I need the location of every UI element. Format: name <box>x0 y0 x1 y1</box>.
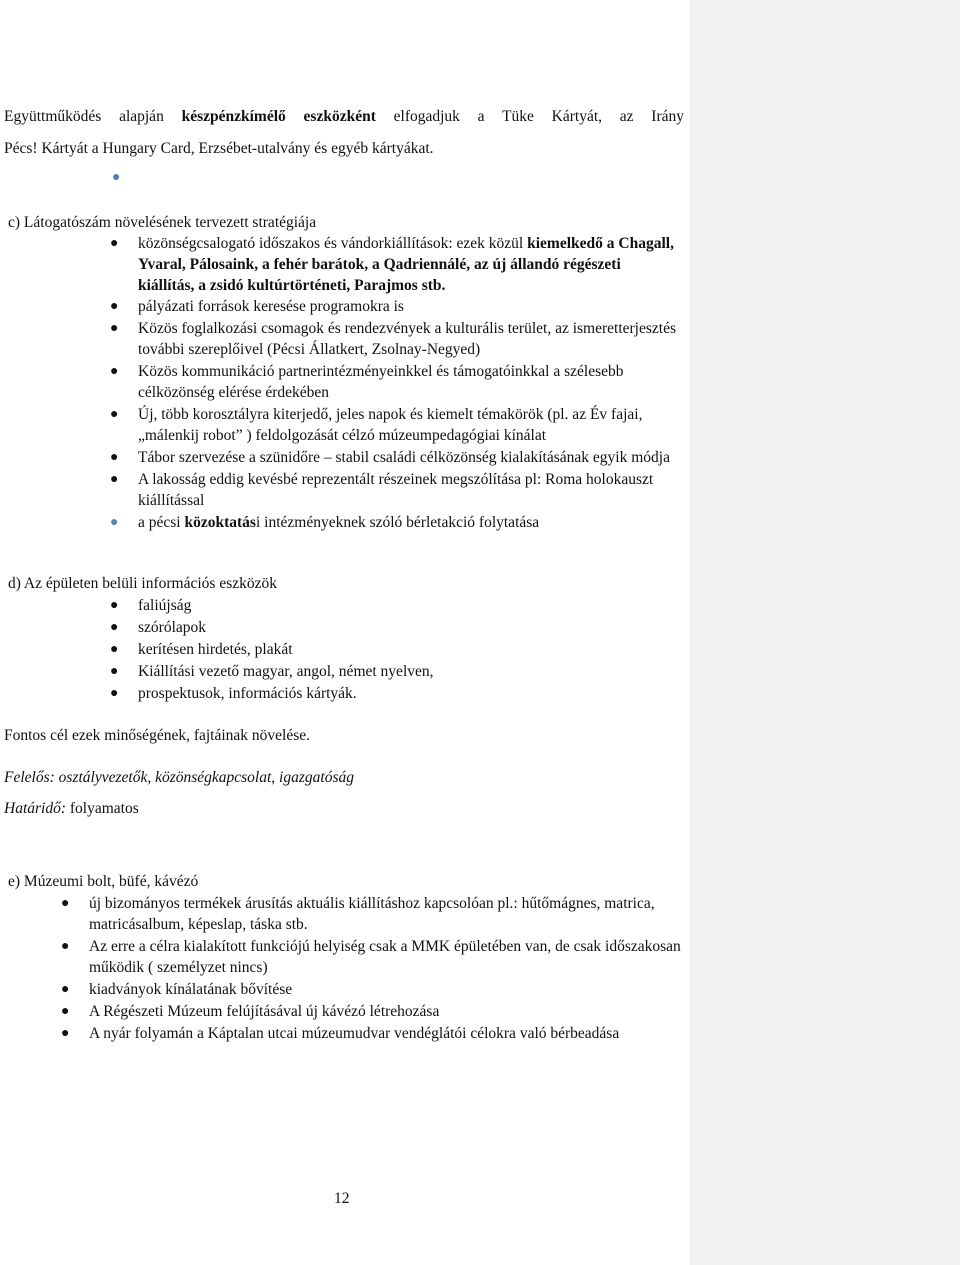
list-item: ● prospektusok, információs kártyák. <box>138 683 678 705</box>
section-e-heading: e) Múzeumi bolt, büfé, kávézó <box>8 873 199 890</box>
intro-line-2: Pécs! Kártyát a Hungary Card, Erzsébet-utalvány és egyéb kártyákat. <box>4 140 434 157</box>
intro-text: Együttműködés alapján <box>4 108 182 125</box>
list-item: ● faliújság <box>138 595 678 617</box>
bullet-icon: ● <box>110 450 119 465</box>
section-d-list <box>110 595 678 705</box>
list-item: ● a pécsi közoktatási intézményeknek szóló bérletakció folytatása <box>110 514 540 531</box>
goal-text: Fontos cél ezek minőségének, fajtáinak növelése. <box>4 727 311 744</box>
list-item: ● Közös kommunikáció partnerintézményeinkkel és támogatóinkkal a szélesebb célközönség elérése érdekében <box>110 363 624 401</box>
bullet-icon: ● <box>110 598 119 613</box>
intro-rest: elfogadjuk a Tüke Kártyát, az Irány <box>375 108 685 125</box>
list-item: ● új bizományos termékek árusítás aktuális kiállításhoz kapcsolóan pl.: hűtőmágnes, matrica, matricásalbum, képeslap, táska stb. <box>61 895 655 933</box>
deadline-label: Határidő: <box>4 800 66 817</box>
list-item: ● közönségcsalogató időszakos és vándorkiállítások: ezek közül kiemelkedő a Chagall, Yvaral, Pálosaink, a fehér barátok, a Qadriennálé, az új állandó régészeti kiállítás, a zsidó kultúrtörténeti, Parajmos stb. <box>110 235 674 294</box>
bullet-icon: ● <box>61 896 70 911</box>
bullet-icon: ● <box>110 407 119 422</box>
list-item: ● Közös foglalkozási csomagok és rendezvények a kulturális terület, az ismeretterjesztés további szereplőivel (Pécsi Állatkert, Zsolnay-Negyed) <box>110 320 676 358</box>
bullet-icon: ● <box>110 364 119 379</box>
list-item: ● Kiállítási vezető magyar, angol, német nyelven, <box>138 661 678 683</box>
list-item: ● szórólapok <box>138 617 678 639</box>
list-item: ● A lakosság eddig kevésbé reprezentált részeinek megszólítása pl: Roma holokauszt kiállítással <box>110 471 654 509</box>
bullet-icon: ● <box>110 321 119 336</box>
section-e-list <box>61 893 684 1044</box>
list-item: ● kiadványok kínálatának bővítése <box>61 981 293 998</box>
list-item: ● Új, több korosztályra kiterjedő, jeles napok és kiemelt témakörök (pl. az Év fajai, „málenkij robot” ) feldolgozását célzó múzeumpedagógiai kínálat <box>110 406 643 444</box>
bullet-icon: ● <box>110 664 119 679</box>
bullet-icon: ● <box>110 299 119 314</box>
section-c-heading: c) Látogatószám növelésének tervezett stratégiája <box>8 214 317 231</box>
bullet-icon: ● <box>110 236 119 251</box>
list-item: ● pályázati források keresése programokra is <box>110 298 404 315</box>
list-item: ● A nyár folyamán a Káptalan utcai múzeumudvar vendéglátói célokra való bérbeadása <box>61 1025 620 1042</box>
intro-bold: készpénzkímélő eszközként <box>181 108 376 125</box>
list-item: ● Tábor szervezése a szünidőre – stabil családi célközönség kialakításának egyik módja <box>110 449 670 466</box>
intro-line-1 <box>4 106 684 127</box>
responsible-text: Felelős: osztályvezetők, közönségkapcsolat, igazgatóság <box>4 769 354 786</box>
bullet-icon: ● <box>110 642 119 657</box>
comment-pane <box>690 0 960 1265</box>
bullet-icon: ● <box>61 1026 70 1041</box>
bullet-icon: ● <box>110 472 119 487</box>
bullet-icon: ● <box>61 1004 70 1019</box>
empty-bullet-icon: ● <box>112 170 121 185</box>
bullet-icon: ● <box>110 515 119 530</box>
list-item: ● kerítésen hirdetés, plakát <box>138 639 678 661</box>
list-item: ● Az erre a célra kialakított funkciójú helyiség csak a MMK épületében van, de csak időszakosan működik ( személyzet nincs) <box>61 938 681 976</box>
page-number: 12 <box>334 1190 350 1207</box>
section-d-heading: d) Az épületen belüli információs eszközök <box>8 575 278 592</box>
list-item: ● A Régészeti Múzeum felújításával új kávézó létrehozása <box>61 1003 440 1020</box>
deadline-value: folyamatos <box>66 800 139 817</box>
bullet-icon: ● <box>61 982 70 997</box>
bullet-icon: ● <box>110 686 119 701</box>
deadline-line <box>4 798 684 819</box>
section-c-list <box>110 233 678 533</box>
bullet-icon: ● <box>61 939 70 954</box>
bullet-icon: ● <box>110 620 119 635</box>
